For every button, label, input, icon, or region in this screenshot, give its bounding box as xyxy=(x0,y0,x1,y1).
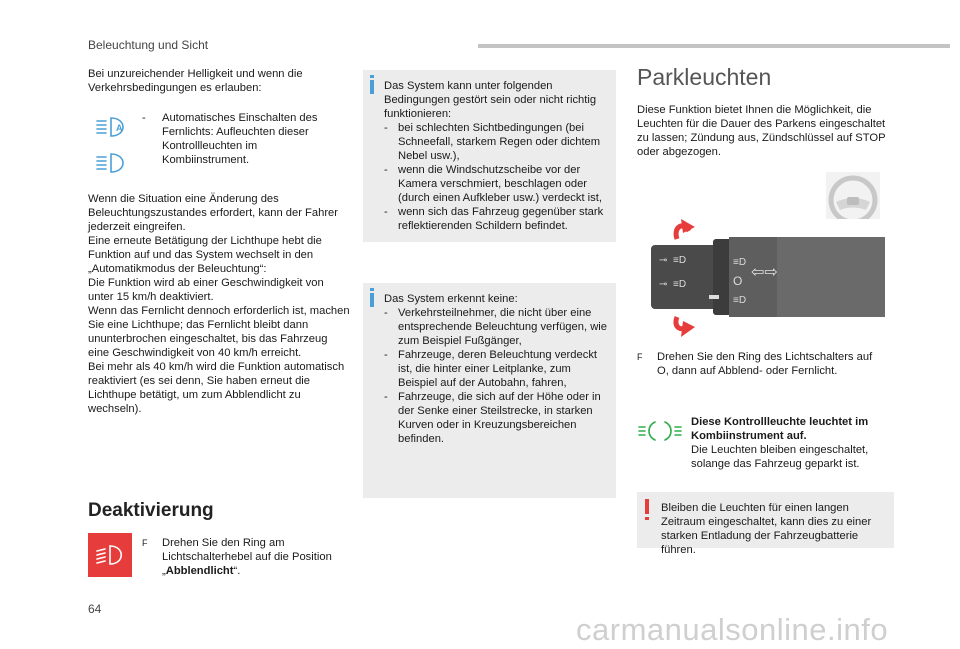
list-item: - wenn sich das Fahrzeug gegenüber stark reflektierenden Schildern befindet. xyxy=(384,206,604,232)
list-item: - Verkehrsteilnehmer, die nicht über eine entsprechende Beleuchtung verfügen, wie zum Beispiel Fußgänger, xyxy=(384,307,607,347)
indicator-title: Diese Kontrollleuchte leuchtet im Kombiinstrument auf. xyxy=(691,416,869,442)
list-item: - Fahrzeuge, die sich auf der Höhe oder in der Senke einer Steilstrecke, in starken Kurven oder in Kreuzungsbereichen befinden. xyxy=(384,391,601,445)
parking-heading: Parkleuchten xyxy=(637,64,772,90)
header-bar xyxy=(478,44,950,48)
auto-high-beam-text: Automatisches Einschalten des Fernlichts: Aufleuchten dieser Kontrollleuchten im Kombiinstrument. xyxy=(162,112,318,166)
page-number: 64 xyxy=(88,602,102,616)
indicator-description xyxy=(691,415,891,471)
low-beam-label: Abblendlicht xyxy=(165,565,234,577)
svg-text:⊸: ⊸ xyxy=(659,255,668,266)
header-title: Beleuchtung und Sicht xyxy=(88,38,209,52)
low-beam-icon xyxy=(88,533,132,577)
override-paragraph: Wenn die Situation eine Änderung des Beleuchtungszustandes erfordert, kann der Fahrer jederzeit eingreifen. Eine erneute Betätigung der Lichthupe hebt die Funktion auf und das System wechselt in den „Automatikmodus der Beleuchtung“: Die Funktion wird ab einer Geschwindigkeit von unter 15 km/h deaktiviert. Wenn das Fernlicht dennoch erforderlich ist, machen Sie eine Lichthupe; das Fernlicht bleibt dann ununterbrochen eingeschaltet, bis das Fahrzeug eine Geschwindigkeit von 40 km/h erreicht. Bei mehr als 40 km/h wird die Funktion automatisch reaktiviert (es sei denn, Sie haben erneut die Lichthupe betätigt, um zum Abblendlicht zu wechseln). xyxy=(88,193,350,415)
list-item: - wenn die Windschutzscheibe vor der Kamera verschmiert, beschlagen oder (durch einen Aufkleber usw.) verdeckt ist, xyxy=(384,164,602,204)
warning-icon xyxy=(645,499,649,514)
ring-position-label: O xyxy=(733,274,743,288)
parking-step-text: Drehen Sie den Ring des Lichtschalters auf O, dann auf Abblend- oder Fernlicht. xyxy=(657,351,873,377)
deactivation-heading: Deaktivierung xyxy=(88,500,214,521)
list-item: - Fahrzeuge, deren Beleuchtung verdeckt ist, die hinter einer Leitplanke, zum Beispiel auf der Autobahn, fahren, xyxy=(384,349,598,389)
info-icon xyxy=(370,293,374,307)
step-marker: F xyxy=(142,538,148,548)
svg-text:⇦⇨: ⇦⇨ xyxy=(751,262,778,281)
svg-text:A: A xyxy=(116,123,123,133)
parking-intro: Diese Funktion bietet Ihnen die Möglichkeit, die Leuchten für die Dauer des Parkens eingeschaltet zu lassen; Zündung aus, Zündschlüssel auf STOP oder abgezogen. xyxy=(637,104,886,158)
malfunction-intro: Das System kann unter folgenden Bedingungen gestört sein oder nicht richtig funktionieren: xyxy=(384,80,597,120)
indicator-text: Die Leuchten bleiben eingeschaltet, solange das Fahrzeug geparkt ist. xyxy=(691,444,869,470)
high-beam-icon xyxy=(95,151,129,175)
deactivation-text: Drehen Sie den Ring am Lichtschalterhebel auf die Position „ xyxy=(162,537,332,577)
not-detected-intro: Das System erkennt keine: xyxy=(384,293,518,305)
deactivation-text-end: “. xyxy=(233,565,241,577)
left-intro: Bei unzureichender Helligkeit und wenn die Verkehrsbedingungen es erlauben: xyxy=(88,68,303,94)
list-dash: - xyxy=(142,112,146,124)
watermark: carmanualsonline.info xyxy=(576,612,889,647)
info-box-malfunction xyxy=(363,70,616,242)
warning-box xyxy=(637,492,894,556)
svg-text:≡D: ≡D xyxy=(733,295,747,306)
svg-text:≡D: ≡D xyxy=(673,255,687,266)
info-icon xyxy=(370,80,374,94)
svg-text:≡D: ≡D xyxy=(733,257,747,268)
list-item: - bei schlechten Sichtbedingungen (bei Schneefall, starkem Regen oder dichtem Nebel usw.), xyxy=(384,122,601,162)
parking-light-icon xyxy=(637,418,683,444)
light-stalk-icon xyxy=(637,219,885,339)
warning-text: Bleiben die Leuchten für einen langen Zeitraum eingeschaltet, kann dies zu einer starken Entladung der Fahrzeugbatterie führen. xyxy=(661,502,872,556)
auto-high-beam-icon xyxy=(95,115,129,139)
svg-text:≡D: ≡D xyxy=(673,279,687,290)
step-marker: F xyxy=(637,352,643,362)
info-box-not-detected xyxy=(363,283,616,498)
svg-text:⊸: ⊸ xyxy=(659,279,668,290)
